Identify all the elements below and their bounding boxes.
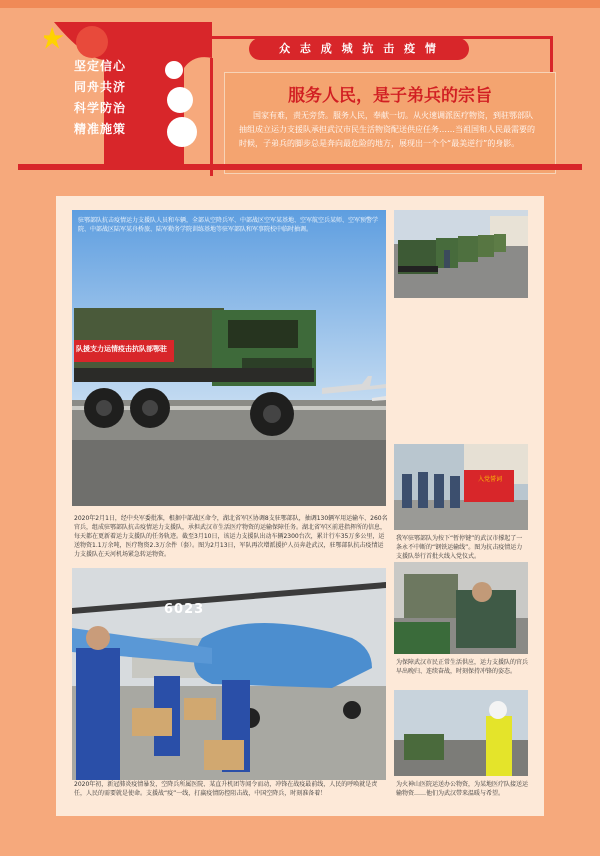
- frame-line-left: [210, 58, 213, 176]
- convoy-photo: [394, 210, 528, 298]
- slogan-item: 同舟共济: [74, 80, 127, 94]
- poster-title: 服务人民，是子弟兵的宗旨: [288, 86, 492, 106]
- slogan-item: 坚定信心: [74, 59, 127, 73]
- soldier-truck-photo: [394, 562, 528, 654]
- traffic-caption: 为火神山医院运送办公物资，为某地医疗队接送运输物资……他们为武汉带来温暖与希望。: [396, 781, 529, 797]
- poster-header: [18, 14, 584, 174]
- title-panel: [224, 72, 556, 174]
- helicopter-caption: 2020年初，新冠肺炎疫情暴发，空降兵所属医院、某直升机团等闻令而动，冲锋在战疫最前线，人民的呼唤就是责任，人民的需要就是使命。支援战“疫”一线，打赢疫情防控阻击战，中国空降兵，时刻准备着！: [74, 781, 378, 797]
- oath-caption: 我军驻鄂部队为按下“暂停键”的武汉市撑起了一条永不中断的“钢铁运输线”。图为抗击疫情运力支援队举行首批火线入党仪式。: [396, 535, 523, 560]
- slogan-item: 精准施策: [74, 122, 127, 136]
- middle-caption: 2020年2月1日，经中央军委批准，根据中部战区命令，湖北省军区协调8支驻鄂部队，抽调130辆军用运输车、260名官兵，组成驻鄂部队抗击疫情运力支援队，承担武汉市生活医疗物资的运输保障任务。湖北省军区前进指挥所的信息，每天都在更新着运力支援队的任务轨迹。截至3月10日，该运力支援队出动车辆2300台次，累计行车35万多公里，运送物资1.1万余吨，医疗物资2.3万余件（套）。图为2月13日，军队再次增派援护人员奔赴武汉，驻鄂部队抗击疫情运力支援队在天河机场紧急转运物资。: [74, 515, 388, 558]
- truck-banner-text: 队援支力运情疫击抗队部鄂驻: [76, 345, 167, 353]
- truck-top-caption: 驻鄂部队抗击疫情运力支援队人员和车辆，全部从空降兵军、中部战区空军某基地、空军航空兵某师、空军预警学院、中部战区陆军某舟桥旅、陆军勤务学院训练基地等驻军部队和军事院校中临时抽调。: [78, 217, 379, 233]
- oath-photo: [394, 444, 528, 530]
- convoy-caption: 为保障武汉市民正常生活供应，运力支援队的官兵早出晚归、连续奋战，时刻保持冲锋的姿态。: [396, 659, 529, 675]
- traffic-police-photo: [394, 690, 528, 776]
- oath-banner-label: 入党誓词: [477, 476, 502, 483]
- header-divider: [18, 164, 582, 170]
- truck-photo: [72, 210, 386, 506]
- intro-text: 国家有难，责无旁贷。服务人民，奉献一切。从火速调派医疗物资，到驻鄂部队抽组成立运力支援队承担武汉市民生活物资配送供应任务……当祖国和人民最需要的时候，子弟兵的脚步总是奔向最危险的地方，展现出一个个“最美逆行”的身影。: [239, 111, 535, 148]
- helicopter-number: 6023: [164, 602, 205, 617]
- campaign-chip: 众 志 成 城 抗 击 疫 情: [249, 38, 469, 60]
- top-edge-band: [0, 0, 600, 8]
- content-panel: [56, 196, 544, 816]
- slogan-list: [74, 56, 154, 140]
- helicopter-photo: [72, 568, 386, 780]
- truck-photo-art: [72, 210, 386, 506]
- slogan-item: 科学防治: [74, 101, 127, 115]
